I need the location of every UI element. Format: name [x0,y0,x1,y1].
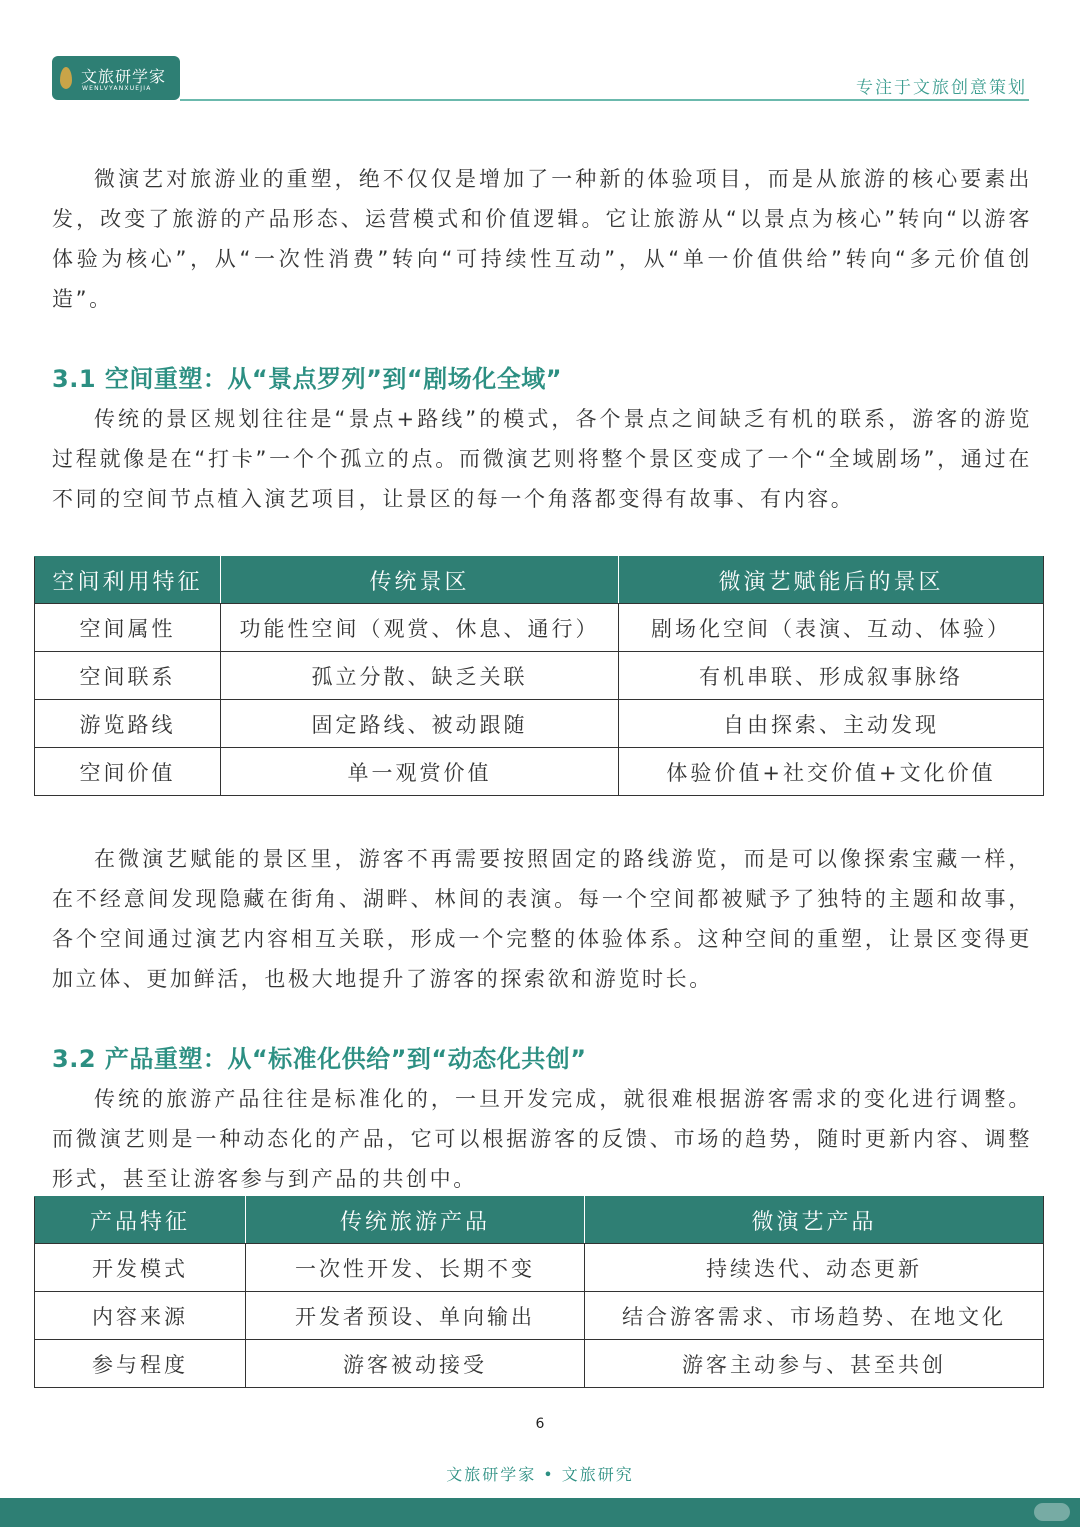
table-cell: 持续迭代、动态更新 [585,1244,1044,1292]
table-row [35,1292,1044,1340]
table-cell: 一次性开发、长期不变 [246,1244,585,1292]
table-cell: 自由探索、主动发现 [619,700,1044,748]
footer-bar [0,1498,1080,1527]
product-comparison-table [34,1196,1044,1388]
table-header-cell: 空间利用特征 [35,557,221,604]
table-cell: 功能性空间（观赏、休息、通行） [221,604,619,652]
table-row [35,604,1044,652]
table-cell: 空间属性 [35,604,221,652]
table-cell: 单一观赏价值 [221,748,619,796]
table-cell: 空间联系 [35,652,221,700]
table-row [35,1340,1044,1388]
table-header-cell: 产品特征 [35,1197,246,1244]
leaf-icon [60,67,72,89]
table-cell: 孤立分散、缺乏关联 [221,652,619,700]
header-tagline: 专注于文旅创意策划 [856,78,1027,98]
table-header-row [35,557,1044,604]
intro-paragraph: 微演艺对旅游业的重塑，绝不仅仅是增加了一种新的体验项目，而是从旅游的核心要素出发，改变了旅游的产品形态、运营模式和价值逻辑。它让旅游从“以景点为核心”转向“以游客体验为核心”，从“一次性消费”转向“可持续性互动”，从“单一价值供给”转向“多元价值创造”。 [52,167,1032,311]
table-row [35,1244,1044,1292]
header-divider [180,99,1029,101]
table-header-cell: 传统景区 [221,557,619,604]
section-3-1-paragraph-2: 在微演艺赋能的景区里，游客不再需要按照固定的路线游览，而是可以像探索宝藏一样，在不经意间发现隐藏在街角、湖畔、林间的表演。每一个空间都被赋予了独特的主题和故事，各个空间通过演艺内容相互关联，形成一个完整的体验体系。这种空间的重塑，让景区变得更加立体、更加鲜活，也极大地提升了游客的探索欲和游览时长。 [52,847,1032,991]
table-cell: 开发者预设、单向输出 [246,1292,585,1340]
footer-text: 文旅研学家 • 文旅研究 [446,1465,634,1484]
table-cell: 结合游客需求、市场趋势、在地文化 [585,1292,1044,1340]
table-header-cell: 微演艺产品 [585,1197,1044,1244]
brand-name-en: WENLVYANXUEJIA [82,85,152,92]
brand-logo [52,56,180,100]
table-header-cell: 传统旅游产品 [246,1197,585,1244]
table-row [35,700,1044,748]
table-cell: 固定路线、被动跟随 [221,700,619,748]
table-cell: 剧场化空间（表演、互动、体验） [619,604,1044,652]
section-3-2-paragraph: 传统的旅游产品往往是标准化的，一旦开发完成，就很难根据游客需求的变化进行调整。而微演艺则是一种动态化的产品，它可以根据游客的反馈、市场的趋势，随时更新内容、调整形式，甚至让游客参与到产品的共创中。 [52,1087,1032,1191]
table-cell: 体验价值+社交价值+文化价值 [619,748,1044,796]
section-3-1-title: 3.1 空间重塑：从“景点罗列”到“剧场化全域” [52,365,562,393]
table-cell: 游客被动接受 [246,1340,585,1388]
table-header-cell: 微演艺赋能后的景区 [619,557,1044,604]
space-comparison-table [34,556,1044,796]
table-header-row [35,1197,1044,1244]
table-cell: 空间价值 [35,748,221,796]
table-cell: 有机串联、形成叙事脉络 [619,652,1044,700]
table-row [35,652,1044,700]
watermark-icon [1034,1503,1070,1521]
table-cell: 游客主动参与、甚至共创 [585,1340,1044,1388]
brand-name: 文旅研学家 [81,67,167,86]
section-3-2-title: 3.2 产品重塑：从“标准化供给”到“动态化共创” [52,1045,587,1073]
table-row [35,748,1044,796]
table-cell: 内容来源 [35,1292,246,1340]
table-cell: 开发模式 [35,1244,246,1292]
table-cell: 游览路线 [35,700,221,748]
page-number: 6 [535,1416,545,1432]
table-cell: 参与程度 [35,1340,246,1388]
section-3-1-paragraph: 传统的景区规划往往是“景点+路线”的模式，各个景点之间缺乏有机的联系，游客的游览过程就像是在“打卡”一个个孤立的点。而微演艺则将整个景区变成了一个“全域剧场”，通过在不同的空间节点植入演艺项目，让景区的每一个角落都变得有故事、有内容。 [52,407,1032,511]
